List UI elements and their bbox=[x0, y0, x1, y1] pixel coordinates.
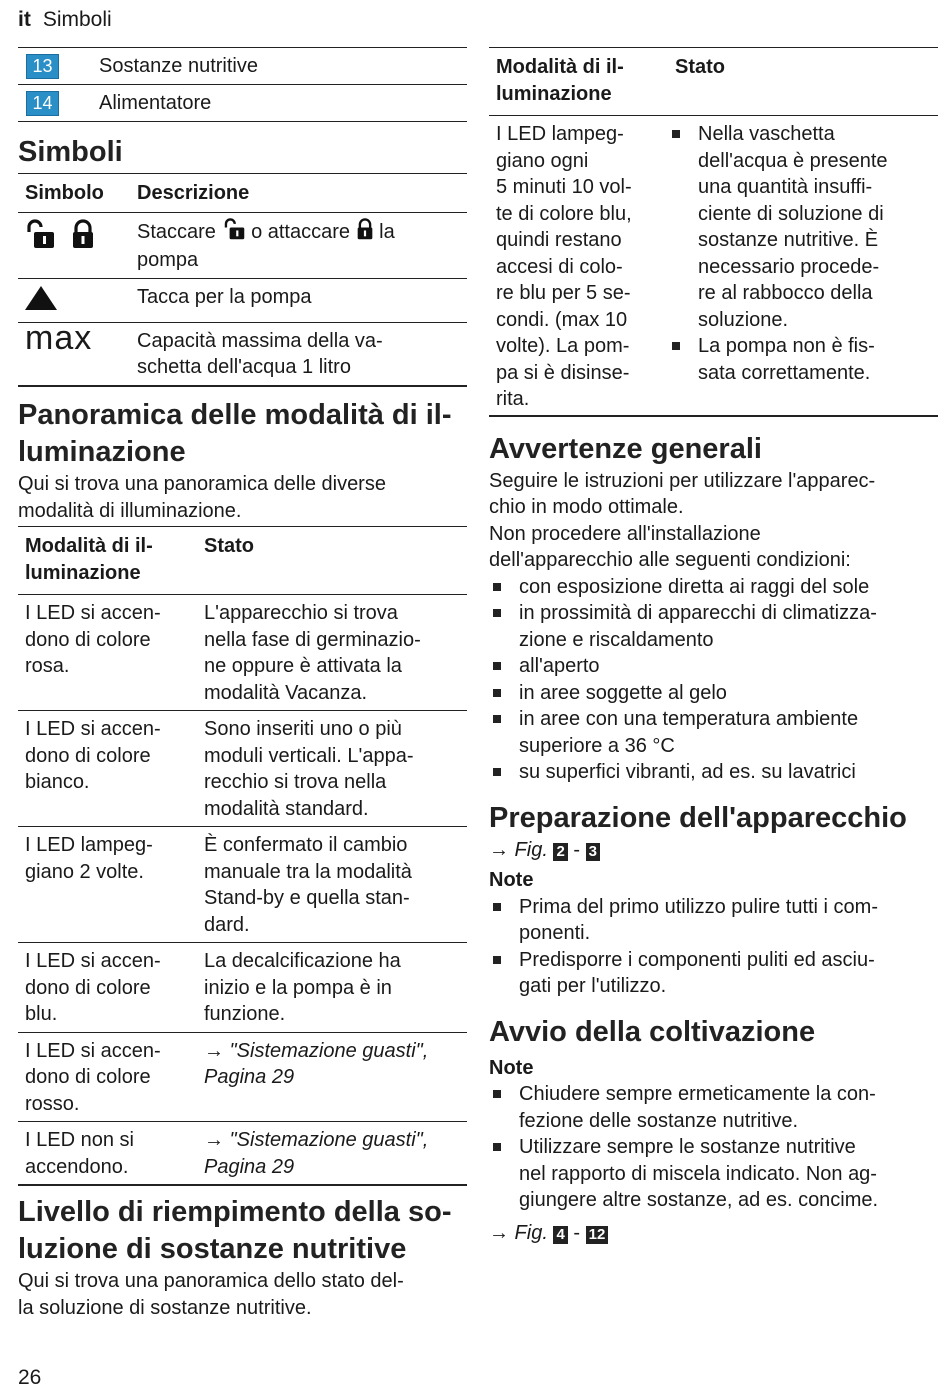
note-label: Note bbox=[489, 1056, 534, 1079]
table-row: I LED lampeg- giano 2 volte. È confermato il cambio manuale tra la modalità Stand-by e quella stan- dard. bbox=[18, 827, 467, 943]
symbol-column-header: Simbolo bbox=[25, 181, 104, 204]
state-column-header: Stato bbox=[675, 56, 725, 78]
troubleshooting-link[interactable]: → "Sistemazione guasti", Pagina 29 bbox=[197, 1032, 467, 1122]
list-item: in aree soggette al gelo bbox=[489, 680, 938, 707]
fill-level-heading: Livello di riempimento della so- luzione di sostanze nutritive bbox=[18, 1196, 452, 1265]
description-text: schetta dell'acqua 1 litro bbox=[137, 356, 351, 378]
list-item: Predisporre i componenti puliti ed asciu- gati per l'utilizzo. bbox=[489, 947, 938, 1000]
list-item: in aree con una temperatura ambiente superiore a 36 °C bbox=[489, 706, 938, 759]
header-section: Simboli bbox=[42, 8, 112, 31]
state-column-header: Stato bbox=[204, 535, 254, 557]
part-number-badge: 13 bbox=[26, 54, 59, 79]
lock-icon bbox=[356, 218, 374, 247]
table-row bbox=[18, 213, 467, 279]
description-text: pompa bbox=[137, 249, 199, 271]
part-row bbox=[18, 84, 467, 121]
figure-reference[interactable]: → Fig. 2 - 3 bbox=[489, 837, 938, 864]
overview-intro: Qui si trova una panoramica delle diverse modalità di illuminazione. bbox=[18, 473, 386, 522]
table-row: I LED non si accendono. → "Sistemazione guasti", Pagina 29 bbox=[18, 1122, 467, 1186]
part-label: Sostanze nutritive bbox=[99, 54, 258, 77]
part-number-badge: 14 bbox=[26, 91, 59, 116]
description-text: Staccare bbox=[137, 220, 216, 243]
description-text: la bbox=[379, 220, 395, 243]
triangle-mark-icon bbox=[25, 286, 57, 310]
warnings-intro: Seguire le istruzioni per utilizzare l'apparec- chio in modo ottimale. Non procedere all'installazione dell'apparecchio alle seguenti condizioni: bbox=[489, 469, 876, 571]
description-text: Tacca per la pompa bbox=[130, 279, 467, 323]
cultivation-heading: Avvio della coltivazione bbox=[489, 1015, 816, 1048]
fill-level-table bbox=[489, 47, 938, 417]
note-label: Note bbox=[489, 869, 534, 891]
list-item: Utilizzare sempre le sostanze nutritive nel rapporto di miscela indicato. Non ag- giungere altre sostanze, ad es. concime. bbox=[489, 1134, 938, 1214]
figure-reference[interactable]: → Fig. 4 - 12 bbox=[489, 1220, 938, 1247]
lighting-modes-table bbox=[18, 526, 467, 1186]
list-item: Nella vaschetta dell'acqua è presente una quantità insuffi- ciente di soluzione di sostanze nutritive. È necessario procede- re al rabbocco della soluzione. bbox=[668, 121, 931, 333]
list-item: in prossimità di apparecchi di climatizza- zione e riscaldamento bbox=[489, 600, 938, 653]
table-row: I LED si accen- dono di colore blu. La decalcificazione ha inizio e la pompa è in funzione. bbox=[18, 943, 467, 1033]
table-row bbox=[18, 323, 467, 387]
symbols-heading: Simboli bbox=[18, 136, 123, 168]
table-row: I LED si accen- dono di colore rosa. L'apparecchio si trova nella fase di germinazio- ne oppure è attivata la modalità Vacanza. bbox=[18, 595, 467, 711]
page-number: 26 bbox=[18, 1366, 42, 1389]
page-header bbox=[18, 8, 112, 32]
part-row bbox=[18, 47, 467, 84]
description-column-header: Descrizione bbox=[137, 181, 250, 204]
list-item: Prima del primo utilizzo pulire tutti i com- ponenti. bbox=[489, 894, 938, 947]
mode-column-header: Modalità di il- luminazione bbox=[25, 535, 153, 584]
warnings-list bbox=[489, 574, 938, 786]
description-text: Capacità massima della va- bbox=[137, 330, 383, 352]
preparation-heading: Preparazione dell'apparecchio bbox=[489, 801, 907, 834]
right-column bbox=[489, 47, 938, 1246]
table-row bbox=[18, 279, 467, 323]
warnings-heading: Avvertenze generali bbox=[489, 432, 762, 465]
language-code: it bbox=[18, 8, 31, 31]
list-item: con esposizione diretta ai raggi del sole bbox=[489, 574, 938, 601]
list-item: su superfici vibranti, ad es. su lavatrici bbox=[489, 759, 938, 786]
part-label: Alimentatore bbox=[99, 91, 212, 114]
overview-heading: Panoramica delle modalità di il- luminazione bbox=[18, 399, 452, 468]
description-text: o attaccare bbox=[251, 220, 351, 243]
table-row: I LED si accen- dono di colore bianco. Sono inseriti uno o più moduli verticali. L'appa- recchio si trova nella modalità standard. bbox=[18, 711, 467, 827]
unlock-icon bbox=[222, 218, 246, 247]
left-column bbox=[18, 47, 467, 1321]
list-item: all'aperto bbox=[489, 653, 938, 680]
lock-icon bbox=[71, 219, 95, 256]
max-symbol: max bbox=[25, 319, 93, 357]
troubleshooting-link[interactable]: → "Sistemazione guasti", Pagina 29 bbox=[197, 1122, 467, 1186]
mode-column-header: Modalità di il- luminazione bbox=[496, 56, 624, 105]
symbols-table bbox=[18, 173, 467, 387]
list-item: La pompa non è fis- sata correttamente. bbox=[668, 333, 931, 386]
table-row: I LED lampeg- giano ogni 5 minuti 10 vol- te di colore blu, quindi restano accesi di colo- re blu per 5 se- condi. (max 10 volte). La pom- pa si è disinse- rita. Nella vaschetta dell'acqua è presente una quantità insuffi- ciente di soluzione di sostanze nutritive. È necessario procede- re al rabbocco della soluzione. La pompa non è fis- sata correttamente. bbox=[489, 116, 938, 416]
table-row: I LED si accen- dono di colore rosso. → "Sistemazione guasti", Pagina 29 bbox=[18, 1032, 467, 1122]
unlock-icon bbox=[25, 219, 55, 256]
fill-level-intro: Qui si trova una panoramica dello stato del- la soluzione di sostanze nutritive. bbox=[18, 1270, 404, 1319]
list-item: Chiudere sempre ermeticamente la con- fezione delle sostanze nutritive. bbox=[489, 1081, 938, 1134]
